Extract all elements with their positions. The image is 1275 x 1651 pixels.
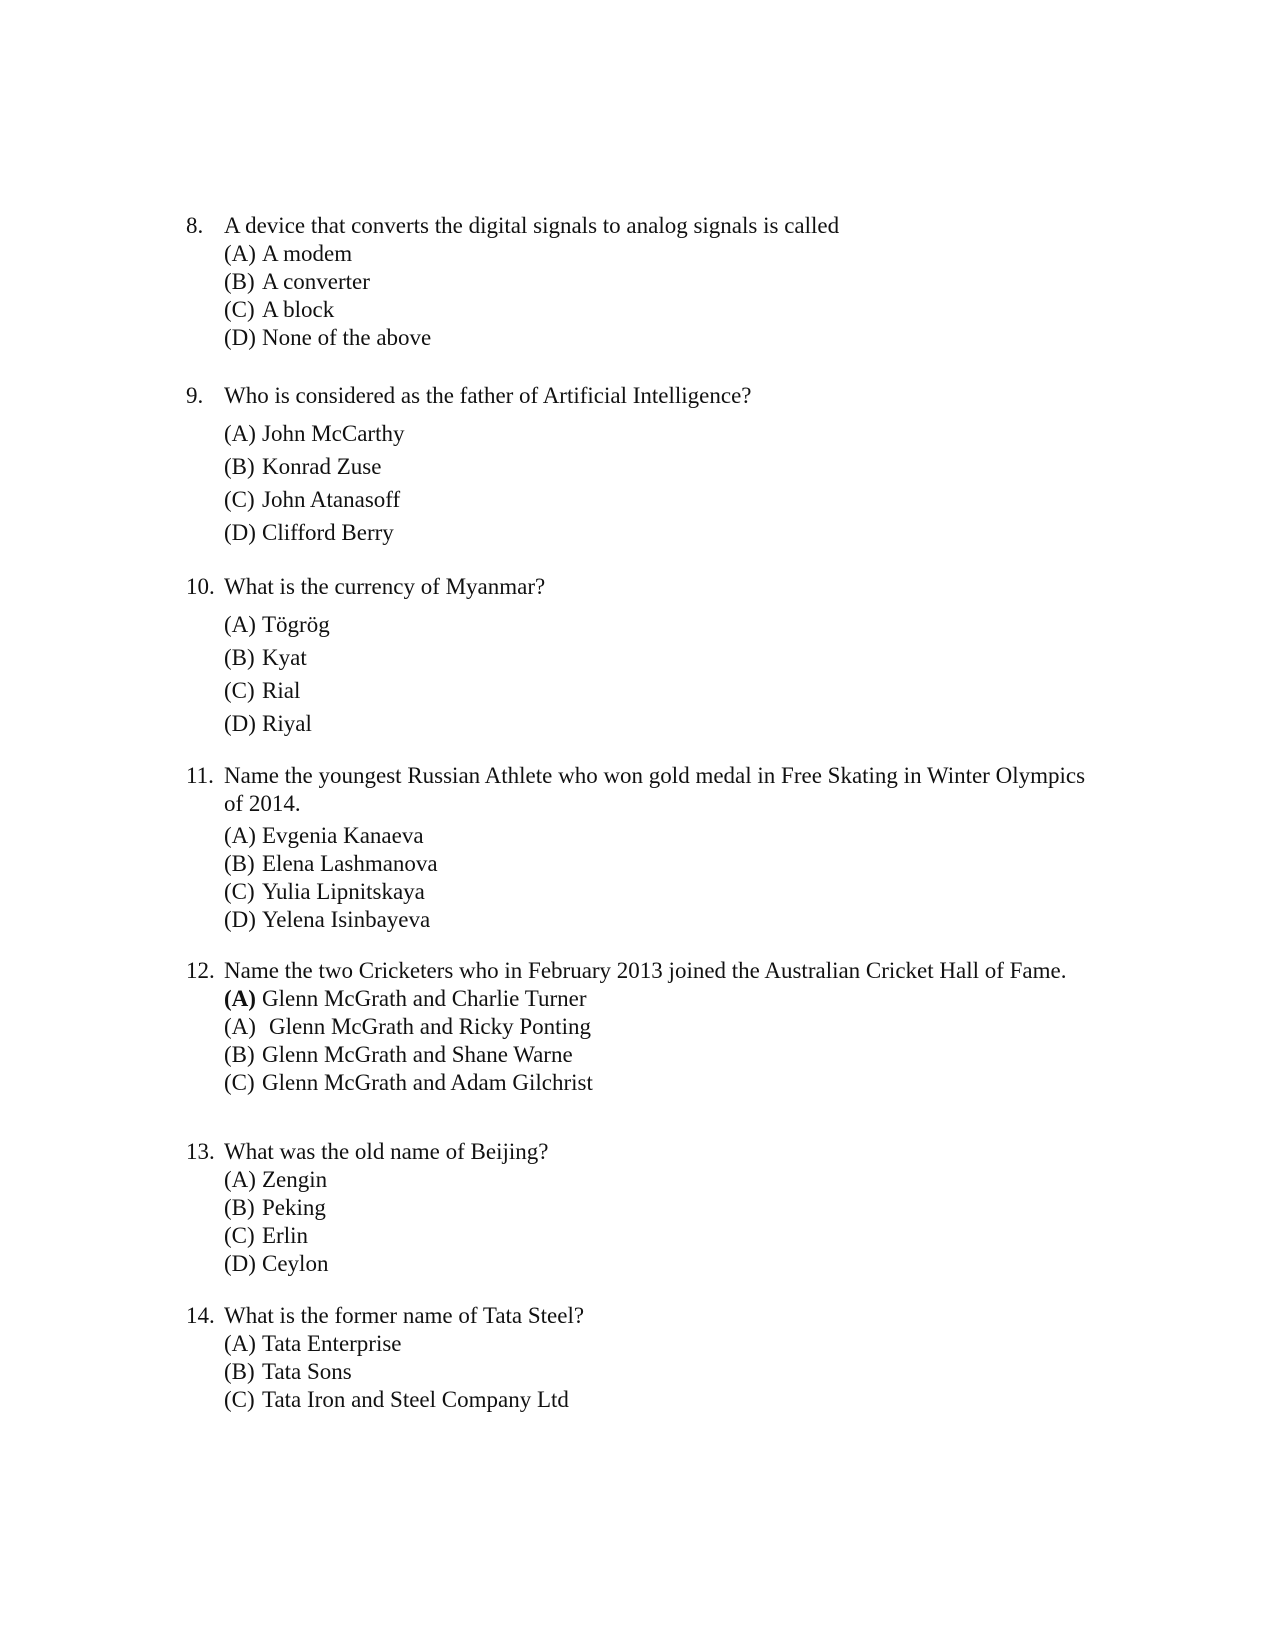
- question-text: What is the former name of Tata Steel?: [224, 1303, 585, 1328]
- option-label: (C): [224, 1223, 255, 1248]
- question-text: What is the currency of Myanmar?: [224, 574, 546, 599]
- option-label: (A): [224, 1014, 256, 1039]
- question-number: 12.: [186, 958, 215, 983]
- question-14: [186, 1302, 1086, 1414]
- question-text: What was the old name of Beijing?: [224, 1139, 549, 1164]
- option-text: A block: [262, 297, 335, 322]
- option-label: (B): [224, 1359, 255, 1384]
- option-b: [224, 1358, 1086, 1386]
- option-b: [224, 268, 1086, 296]
- option-label: (C): [224, 678, 255, 703]
- option-a: [224, 1330, 1086, 1358]
- option-d: [224, 516, 1086, 549]
- option-text: Elena Lashmanova: [262, 851, 438, 876]
- option-label: (C): [224, 1387, 255, 1412]
- option-text: Riyal: [262, 711, 312, 736]
- option-text: Kyat: [262, 645, 307, 670]
- question-stem: [186, 382, 1086, 417]
- option-label: (B): [224, 851, 255, 876]
- question-number: 10.: [186, 574, 215, 599]
- option-label: (C): [224, 297, 255, 322]
- question-13: [186, 1138, 1086, 1278]
- option-label: (D): [224, 711, 256, 736]
- option-label: (A): [224, 1331, 256, 1356]
- option-label: (C): [224, 487, 255, 512]
- option-label: (A): [224, 241, 256, 266]
- option-b: [224, 641, 1086, 674]
- question-number: 14.: [186, 1303, 215, 1328]
- option-a: [224, 822, 1086, 850]
- option-text: Tata Enterprise: [262, 1331, 402, 1356]
- option-label: (D): [224, 907, 256, 932]
- option-label: (D): [224, 325, 256, 350]
- option-label: (B): [224, 454, 255, 479]
- option-d: [224, 707, 1086, 740]
- option-text: A modem: [262, 241, 353, 266]
- question-stem: [186, 573, 1086, 608]
- option-text: Yelena Isinbayeva: [262, 907, 431, 932]
- option-label: (B): [224, 645, 255, 670]
- option-b: [224, 450, 1086, 483]
- option-d: [224, 1250, 1086, 1278]
- question-8: [186, 212, 1086, 352]
- option-text: Tata Sons: [262, 1359, 352, 1384]
- option-label: (A): [224, 823, 256, 848]
- option-label: (B): [224, 1195, 255, 1220]
- question-11: [186, 762, 1086, 934]
- option-label: (C): [224, 1070, 255, 1095]
- option-c: [224, 1222, 1086, 1250]
- question-number: 9.: [186, 383, 204, 408]
- option-label: (A): [224, 421, 256, 446]
- option-text: Zengin: [262, 1167, 328, 1192]
- question-text: Name the two Cricketers who in February 2013 joined the Australian Cricket Hall of Fame.: [224, 958, 1067, 983]
- option-text: Glenn McGrath and Shane Warne: [262, 1042, 573, 1067]
- option-text: A converter: [262, 269, 370, 294]
- question-number: 8.: [186, 213, 204, 238]
- option-d: [224, 906, 1086, 934]
- option-b: [224, 1041, 1086, 1069]
- option-text: Konrad Zuse: [262, 454, 382, 479]
- option-text: Peking: [262, 1195, 326, 1220]
- option-text: Ceylon: [262, 1251, 329, 1276]
- question-stem: [186, 957, 1086, 985]
- question-stem: [186, 762, 1086, 818]
- option-label: (A): [224, 1167, 256, 1192]
- option-text: Tata Iron and Steel Company Ltd: [262, 1387, 569, 1412]
- option-a: [224, 608, 1086, 641]
- option-text: Clifford Berry: [262, 520, 394, 545]
- option-label: (B): [224, 269, 255, 294]
- option-text: None of the above: [262, 325, 432, 350]
- option-c: [224, 296, 1086, 324]
- option-text: Evgenia Kanaeva: [262, 823, 424, 848]
- option-c: [224, 878, 1086, 906]
- option-c: [224, 483, 1086, 516]
- question-10: [186, 573, 1086, 740]
- option-text: Erlin: [262, 1223, 308, 1248]
- question-number: 11.: [186, 763, 214, 788]
- option-label: (D): [224, 1251, 256, 1276]
- option-b: [224, 850, 1086, 878]
- option-text: John Atanasoff: [262, 487, 401, 512]
- option-label: (B): [224, 1042, 255, 1067]
- option-text: Glenn McGrath and Adam Gilchrist: [262, 1070, 593, 1095]
- question-text: A device that converts the digital signals to analog signals is called: [224, 213, 840, 238]
- option-c: [224, 1386, 1086, 1414]
- option-c: [224, 1069, 1086, 1097]
- option-label: (D): [224, 520, 256, 545]
- question-text: Name the youngest Russian Athlete who won gold medal in Free Skating in Winter Olympics of 2014.: [224, 763, 1086, 816]
- question-stem: [186, 212, 1086, 240]
- option-d: [224, 324, 1086, 352]
- option-text: Glenn McGrath and Charlie Turner: [262, 986, 587, 1011]
- option-text: Yulia Lipnitskaya: [262, 879, 425, 904]
- option-a: [224, 417, 1086, 450]
- option-c: [224, 674, 1086, 707]
- option-label: (A): [224, 612, 256, 637]
- option-text: John McCarthy: [262, 421, 405, 446]
- option-a-bold: [224, 985, 1086, 1013]
- option-a: [224, 1166, 1086, 1194]
- question-stem: [186, 1302, 1086, 1330]
- question-text: Who is considered as the father of Artificial Intelligence?: [224, 383, 752, 408]
- option-b: [224, 1194, 1086, 1222]
- option-text: Tögrög: [262, 612, 330, 637]
- question-stem: [186, 1138, 1086, 1166]
- option-text: Glenn McGrath and Ricky Ponting: [269, 1014, 591, 1039]
- question-number: 13.: [186, 1139, 215, 1164]
- option-a: [224, 1013, 1086, 1041]
- option-text: Rial: [262, 678, 301, 703]
- option-label: (C): [224, 879, 255, 904]
- option-label: (A): [224, 986, 256, 1011]
- option-a: [224, 240, 1086, 268]
- question-9: [186, 382, 1086, 549]
- question-12: [186, 957, 1086, 1097]
